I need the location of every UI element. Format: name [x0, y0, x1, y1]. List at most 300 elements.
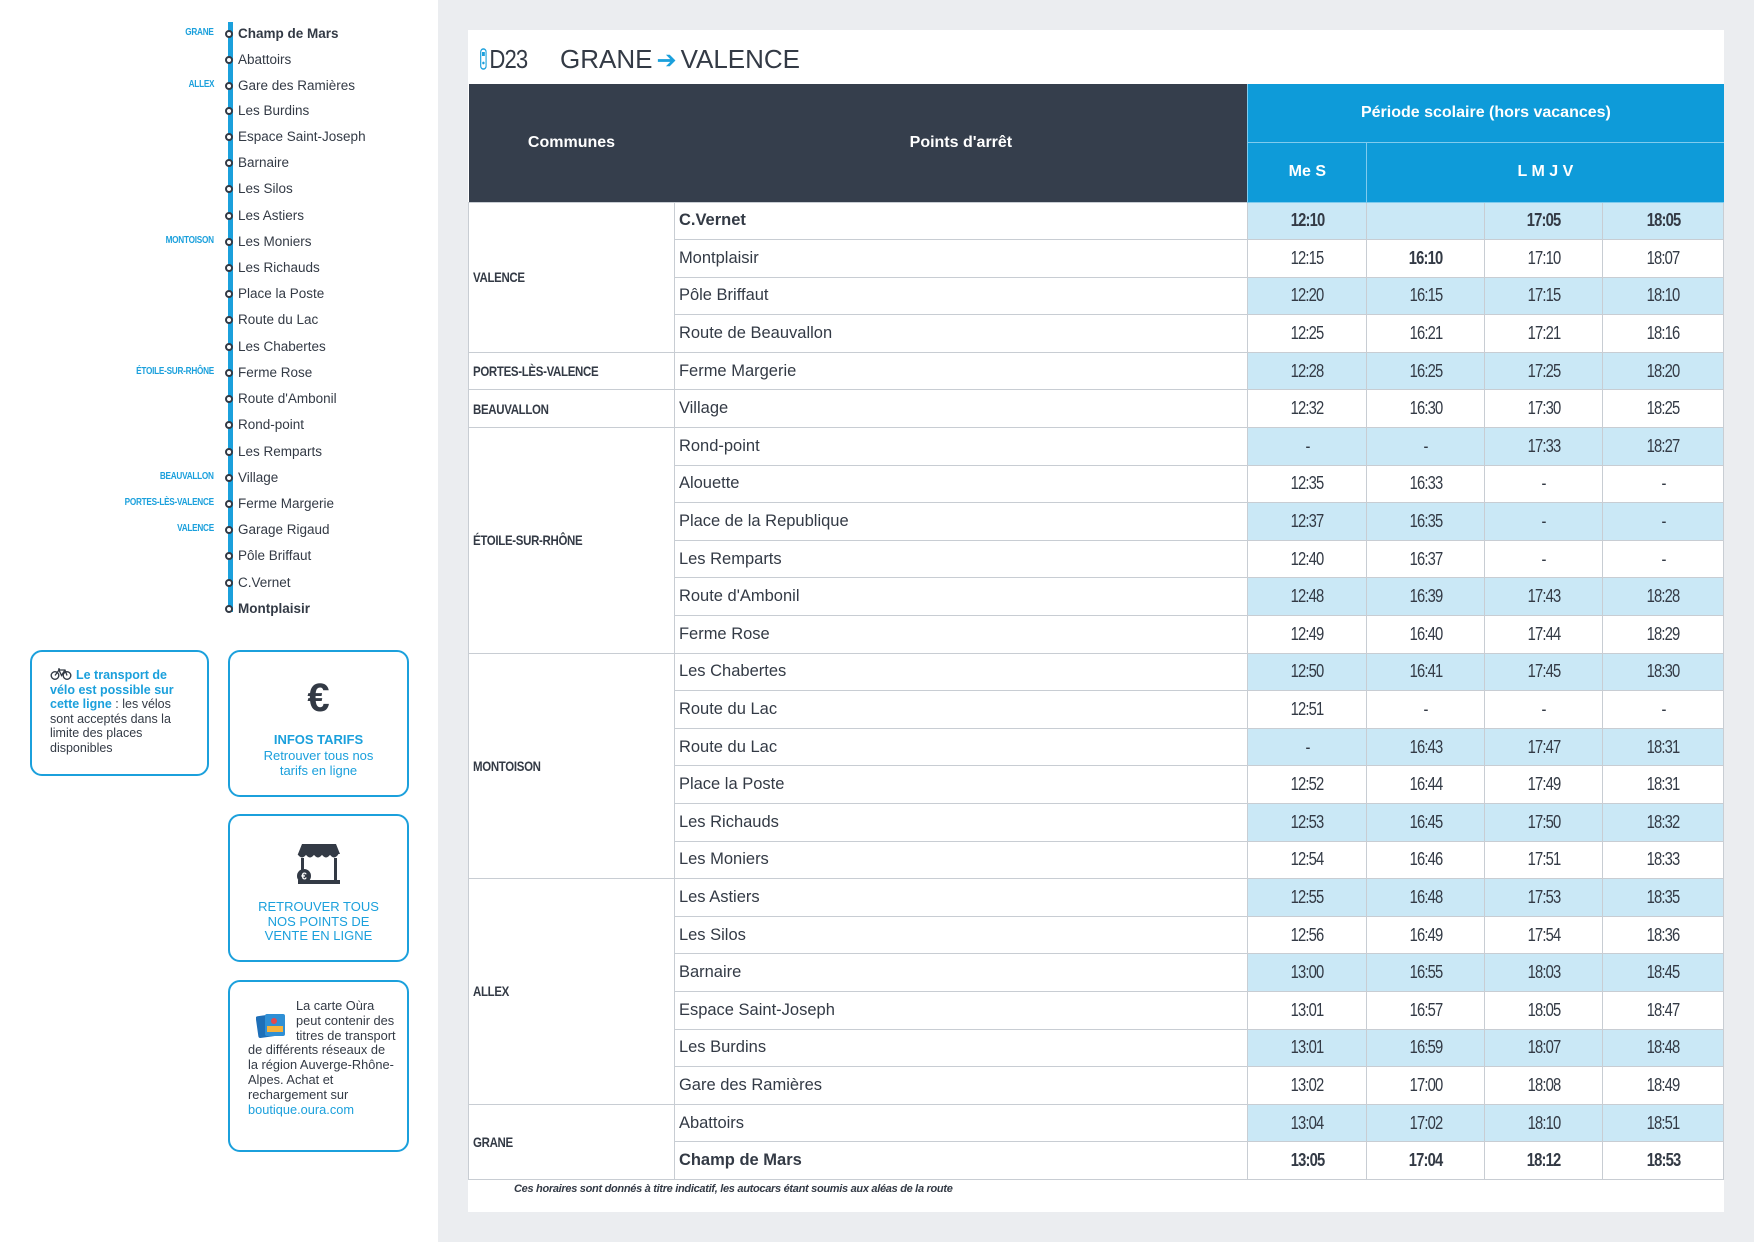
time-cell: [1367, 578, 1485, 616]
time-value: 12:32: [1290, 398, 1324, 419]
time-cell: [1485, 879, 1603, 917]
time-value: 18:32: [1646, 811, 1680, 832]
stop-cell: Les Astiers: [674, 879, 1247, 917]
tarif-title: INFOS TARIFS: [273, 732, 364, 747]
stop-cell: Les Burdins: [674, 1029, 1247, 1067]
time-cell: [1367, 616, 1485, 654]
time-cell: [1367, 653, 1485, 691]
time-cell: [1603, 277, 1724, 315]
tarif-subtitle: Retrouver tous nos tarifs en ligne: [263, 748, 374, 778]
stop-dot-icon: [225, 552, 233, 560]
time-cell: [1485, 954, 1603, 992]
stop-cell: C.Vernet: [674, 202, 1247, 240]
title-bar: [468, 30, 1724, 84]
time-cell: [1248, 428, 1367, 466]
route-stop: [0, 127, 438, 147]
stop-dot-icon: [225, 159, 233, 167]
oura-card-icon: [256, 1011, 286, 1039]
stop-cell: Place la Poste: [674, 766, 1247, 804]
route-stop-name: Route du Lac: [238, 312, 319, 327]
time-value: 12:15: [1290, 247, 1324, 268]
time-cell: [1485, 277, 1603, 315]
time-value: -: [1541, 548, 1546, 569]
line-number: [480, 44, 527, 75]
route-stop: [0, 442, 438, 462]
time-cell: [1603, 1142, 1724, 1180]
route-stop-name: Ferme Rose: [238, 365, 313, 380]
stop-cell: Alouette: [674, 465, 1247, 503]
time-value: 16:48: [1409, 886, 1443, 907]
time-value: 16:37: [1409, 548, 1443, 569]
route-stop: [0, 389, 438, 409]
stop-cell: Route de Beauvallon: [674, 315, 1247, 353]
sales-points-box[interactable]: [228, 814, 409, 962]
time-value: 12:48: [1290, 586, 1324, 607]
route-stop-name: Champ de Mars: [238, 26, 339, 41]
time-cell: [1248, 465, 1367, 503]
oura-shop-link[interactable]: boutique.oura.com: [248, 1101, 354, 1117]
time-value: 12:35: [1290, 473, 1324, 494]
stop-cell: Abattoirs: [674, 1104, 1247, 1142]
time-value: 17:53: [1527, 886, 1561, 907]
time-value: 12:28: [1290, 360, 1324, 381]
route-stop-commune: BEAUVALLON: [160, 471, 214, 482]
route-stop: [0, 310, 438, 330]
stop-dot-icon: [225, 526, 233, 534]
time-value: 18:48: [1646, 1037, 1680, 1058]
time-value: 18:51: [1646, 1112, 1680, 1133]
time-cell: [1485, 1104, 1603, 1142]
time-value: 18:03: [1527, 962, 1561, 983]
time-cell: [1603, 954, 1724, 992]
time-cell: [1367, 841, 1485, 879]
time-cell: [1248, 578, 1367, 616]
stop-dot-icon: [225, 290, 233, 298]
route-stop-name: Les Moniers: [238, 234, 312, 249]
time-value: 16:44: [1409, 774, 1443, 795]
time-cell: [1367, 1142, 1485, 1180]
time-cell: [1485, 1067, 1603, 1105]
route-map-panel: [0, 0, 438, 1242]
stop-dot-icon: [225, 579, 233, 587]
time-cell: [1367, 503, 1485, 541]
stop-dot-icon: [225, 343, 233, 351]
time-cell: [1485, 202, 1603, 240]
time-cell: [1367, 1104, 1485, 1142]
stop-cell: Pôle Briffaut: [674, 277, 1247, 315]
time-cell: [1367, 804, 1485, 842]
time-cell: [1603, 503, 1724, 541]
time-cell: [1603, 315, 1724, 353]
time-value: 16:59: [1409, 1037, 1443, 1058]
time-cell: [1603, 352, 1724, 390]
stop-cell: Route du Lac: [674, 691, 1247, 729]
route-stop: [0, 50, 438, 70]
time-value: 13:05: [1290, 1150, 1325, 1171]
time-value: 18:47: [1646, 999, 1680, 1020]
time-cell: [1603, 766, 1724, 804]
stop-cell: Espace Saint-Joseph: [674, 991, 1247, 1029]
route-stop-commune: PORTES-LÈS-VALENCE: [124, 497, 214, 508]
time-value: 17:47: [1527, 736, 1561, 757]
time-value: 18:25: [1646, 398, 1680, 419]
time-cell: [1367, 728, 1485, 766]
stop-cell: Rond-point: [674, 428, 1247, 466]
time-cell: [1603, 841, 1724, 879]
time-value: 12:49: [1290, 623, 1324, 644]
time-value: 17:25: [1527, 360, 1561, 381]
time-value: 16:15: [1409, 285, 1443, 306]
route-stop-name: Espace Saint-Joseph: [238, 129, 366, 144]
days-header-lmjv: L M J V: [1367, 142, 1724, 202]
route-stop: [0, 415, 438, 435]
time-value: -: [1423, 699, 1428, 720]
time-value: 18:10: [1646, 285, 1680, 306]
route-stop-commune: GRANE: [185, 27, 214, 38]
time-cell: [1248, 991, 1367, 1029]
time-cell: [1367, 315, 1485, 353]
stop-dot-icon: [225, 212, 233, 220]
route-stop-name: Gare des Ramières: [238, 78, 356, 93]
time-cell: [1248, 916, 1367, 954]
timetable-panel: [438, 0, 1754, 1242]
route-stop-name: Route d'Ambonil: [238, 391, 337, 406]
time-value: -: [1660, 548, 1666, 569]
time-value: 12:56: [1290, 924, 1324, 945]
route-stop-name: Pôle Briffaut: [238, 548, 312, 563]
table-row: [469, 390, 1724, 428]
route-stop: [0, 206, 438, 226]
time-cell: [1603, 1029, 1724, 1067]
route-stop: [0, 179, 438, 199]
time-cell: [1485, 240, 1603, 278]
time-value: 12:53: [1290, 811, 1324, 832]
time-value: 16:33: [1409, 473, 1443, 494]
stop-cell: Les Remparts: [674, 540, 1247, 578]
route-stop-commune: VALENCE: [177, 523, 214, 534]
time-cell: [1485, 991, 1603, 1029]
route-stop-name: Les Richauds: [238, 260, 320, 275]
time-value: 12:37: [1290, 511, 1324, 532]
stop-cell: Ferme Margerie: [674, 352, 1247, 390]
commune-cell: [469, 352, 675, 390]
time-cell: [1248, 390, 1367, 428]
bike-info-text: : les vélos sont acceptés dans la limite des places disponibles: [50, 697, 171, 755]
time-cell: [1248, 1104, 1367, 1142]
route-stop: [0, 546, 438, 566]
stop-cell: Village: [674, 390, 1247, 428]
stop-cell: Champ de Mars: [674, 1142, 1247, 1180]
oura-card-text: La carte Oùra peut contenir des titres de transport de différents réseaux de la région Auverge-Rhône-Alpes. Achat et rechargement sur: [248, 998, 396, 1102]
route-stop-commune: MONTOISON: [165, 235, 214, 246]
time-value: 18:29: [1646, 623, 1680, 644]
time-cell: [1248, 653, 1367, 691]
commune-name: PORTES-LÈS-VALENCE: [473, 363, 599, 380]
time-cell: [1248, 766, 1367, 804]
line-code: D23: [489, 44, 528, 74]
stop-dot-icon: [225, 369, 233, 377]
time-cell: [1603, 691, 1724, 729]
time-cell: [1603, 202, 1724, 240]
timetable-sheet: [468, 30, 1724, 1212]
route-stop-name: Les Chabertes: [238, 339, 326, 354]
time-value: -: [1541, 473, 1546, 494]
time-cell: [1485, 653, 1603, 691]
route-stop: [0, 76, 438, 96]
time-value: 18:05: [1646, 210, 1680, 231]
stop-dot-icon: [225, 448, 233, 456]
commune-name: ÉTOILE-SUR-RHÔNE: [473, 532, 583, 549]
route-stop: [0, 337, 438, 357]
time-value: 17:50: [1527, 811, 1561, 832]
route-stop: [0, 573, 438, 593]
table-row: [469, 653, 1724, 691]
time-value: 18:07: [1646, 247, 1680, 268]
days-header-me-s: Me S: [1248, 142, 1367, 202]
stop-dot-icon: [225, 30, 233, 38]
footnote: Ces horaires sont donnés à titre indicatif, les autocars étant soumis aux aléas de la route: [514, 1183, 953, 1195]
time-cell: [1603, 390, 1724, 428]
time-cell: [1603, 240, 1724, 278]
time-cell: [1248, 616, 1367, 654]
time-value: 17:33: [1527, 435, 1561, 456]
route-stop: [0, 153, 438, 173]
route-stop: [0, 232, 438, 252]
route-stop-commune: ALLEX: [188, 79, 214, 90]
time-value: 18:53: [1646, 1150, 1680, 1171]
time-cell: [1248, 240, 1367, 278]
time-value: 16:43: [1409, 736, 1443, 757]
sales-points-text: RETROUVER TOUS NOS POINTS DE VENTE EN LIGNE: [258, 899, 379, 943]
time-value: 12:50: [1290, 661, 1324, 682]
route-stop: [0, 468, 438, 488]
time-cell: [1603, 1067, 1724, 1105]
stop-dot-icon: [225, 500, 233, 508]
time-value: 18:31: [1646, 736, 1680, 757]
time-cell: [1248, 728, 1367, 766]
timetable: [468, 84, 1724, 1180]
route-stop-name: Barnaire: [238, 155, 290, 170]
time-value: 16:46: [1409, 849, 1443, 870]
bike-info-highlight: Le transport de vélo est possible sur cette ligne: [50, 668, 174, 711]
time-value: 13:04: [1290, 1112, 1324, 1133]
time-value: 17:49: [1527, 774, 1561, 795]
route-stop: [0, 494, 438, 514]
time-cell: [1603, 616, 1724, 654]
time-value: 17:54: [1527, 924, 1561, 945]
table-row: [469, 428, 1724, 466]
time-value: 12:20: [1290, 285, 1324, 306]
time-cell: [1485, 766, 1603, 804]
route-stop-name: Place la Poste: [238, 286, 325, 301]
time-cell: [1603, 991, 1724, 1029]
route-stop: [0, 258, 438, 278]
time-value: 18:45: [1646, 962, 1680, 983]
commune-cell: [469, 202, 675, 352]
time-value: 12:10: [1290, 210, 1325, 231]
table-row: [469, 1104, 1724, 1142]
time-value: 17:21: [1527, 323, 1561, 344]
commune-cell: [469, 428, 675, 654]
commune-name: VALENCE: [473, 269, 525, 286]
time-value: 18:20: [1646, 360, 1680, 381]
col-stops-header: Points d'arrêt: [674, 84, 1247, 202]
time-value: 13:01: [1290, 999, 1324, 1020]
time-cell: [1367, 428, 1485, 466]
time-cell: [1485, 352, 1603, 390]
stop-cell: Les Richauds: [674, 804, 1247, 842]
route-stop-name: Montplaisir: [238, 601, 311, 616]
time-value: 16:45: [1409, 811, 1443, 832]
commune-name: GRANE: [473, 1133, 513, 1150]
time-value: 18:49: [1646, 1074, 1680, 1095]
stop-dot-icon: [225, 238, 233, 246]
route-stop-name: Les Silos: [238, 181, 293, 196]
stop-dot-icon: [225, 474, 233, 482]
euro-icon: €: [307, 676, 330, 720]
time-value: 16:25: [1409, 360, 1443, 381]
time-cell: [1248, 1067, 1367, 1105]
time-value: 18:16: [1646, 323, 1680, 344]
time-cell: [1248, 503, 1367, 541]
time-cell: [1248, 202, 1367, 240]
commune-name: ALLEX: [473, 983, 509, 1000]
stop-dot-icon: [225, 107, 233, 115]
time-value: -: [1423, 435, 1428, 456]
time-value: 16:49: [1409, 924, 1443, 945]
stop-dot-icon: [225, 605, 233, 613]
stop-cell: Ferme Rose: [674, 616, 1247, 654]
stop-dot-icon: [225, 56, 233, 64]
time-value: 16:30: [1409, 398, 1443, 419]
route-title: [560, 44, 800, 75]
time-cell: [1485, 728, 1603, 766]
time-value: -: [1660, 473, 1666, 494]
time-value: 18:28: [1646, 586, 1680, 607]
svg-text:€: €: [300, 871, 307, 883]
stop-cell: Les Chabertes: [674, 653, 1247, 691]
stop-dot-icon: [225, 421, 233, 429]
route-stop-name: C.Vernet: [238, 575, 291, 590]
commune-cell: [469, 1104, 675, 1179]
time-cell: [1248, 691, 1367, 729]
time-cell: [1248, 841, 1367, 879]
stop-dot-icon: [225, 133, 233, 141]
time-cell: [1485, 428, 1603, 466]
time-value: 18:31: [1646, 774, 1680, 795]
time-value: 16:39: [1409, 586, 1443, 607]
time-cell: [1603, 916, 1724, 954]
time-cell: [1485, 465, 1603, 503]
oura-card-box: [228, 980, 409, 1152]
commune-cell: [469, 879, 675, 1105]
time-cell: [1367, 916, 1485, 954]
time-cell: [1485, 1142, 1603, 1180]
time-value: 17:45: [1527, 661, 1561, 682]
time-cell: [1367, 240, 1485, 278]
time-cell: [1367, 465, 1485, 503]
timetable-body: [469, 202, 1724, 1179]
time-value: 13:01: [1290, 1037, 1324, 1058]
time-cell: [1603, 804, 1724, 842]
route-stop-name: Village: [238, 470, 279, 485]
stop-dot-icon: [225, 264, 233, 272]
time-value: 13:00: [1290, 962, 1324, 983]
commune-cell: [469, 653, 675, 879]
time-cell: [1248, 879, 1367, 917]
route-stop-name: Abattoirs: [238, 52, 292, 67]
time-value: 17:43: [1527, 586, 1561, 607]
arrow-right-icon: ➔: [656, 47, 677, 74]
time-value: 18:33: [1646, 849, 1680, 870]
time-value: 12:25: [1290, 323, 1324, 344]
time-value: -: [1660, 699, 1666, 720]
time-value: -: [1305, 435, 1310, 456]
tarif-info-box[interactable]: [228, 650, 409, 797]
time-value: 12:54: [1290, 849, 1324, 870]
time-value: 18:27: [1646, 435, 1680, 456]
time-value: 18:35: [1646, 886, 1680, 907]
time-value: 13:02: [1290, 1074, 1324, 1095]
time-cell: [1485, 691, 1603, 729]
bike-info-box: [30, 650, 209, 776]
time-value: 18:30: [1646, 661, 1680, 682]
time-value: 18:10: [1527, 1112, 1561, 1133]
time-cell: [1248, 352, 1367, 390]
route-stop-name: Les Astiers: [238, 208, 305, 223]
time-cell: [1367, 390, 1485, 428]
time-value: -: [1541, 699, 1546, 720]
time-cell: [1603, 653, 1724, 691]
stop-dot-icon: [225, 395, 233, 403]
table-row: [469, 352, 1724, 390]
time-value: 17:05: [1526, 210, 1561, 231]
route-stop-commune: ÉTOILE-SUR-RHÔNE: [136, 366, 214, 377]
stop-cell: Route du Lac: [674, 728, 1247, 766]
time-cell: [1603, 540, 1724, 578]
time-cell: [1367, 766, 1485, 804]
route-stop: [0, 284, 438, 304]
time-value: 17:02: [1409, 1112, 1443, 1133]
time-cell: [1367, 352, 1485, 390]
time-value: 17:10: [1527, 247, 1561, 268]
time-value: 12:40: [1290, 548, 1324, 569]
time-cell: [1367, 879, 1485, 917]
time-value: 16:35: [1409, 511, 1443, 532]
route-stop-name: Ferme Margerie: [238, 496, 335, 511]
stop-cell: Montplaisir: [674, 240, 1247, 278]
commune-name: BEAUVALLON: [473, 400, 549, 417]
bus-icon: [480, 48, 487, 70]
time-cell: [1485, 841, 1603, 879]
time-value: 17:00: [1409, 1074, 1443, 1095]
stop-cell: Route d'Ambonil: [674, 578, 1247, 616]
route-stop-name: Les Burdins: [238, 103, 310, 118]
time-value: 17:04: [1408, 1150, 1443, 1171]
stop-cell: Place de la Republique: [674, 503, 1247, 541]
time-value: 16:55: [1409, 962, 1443, 983]
commune-cell: [469, 390, 675, 428]
time-cell: [1603, 578, 1724, 616]
time-cell: [1485, 616, 1603, 654]
time-value: 17:30: [1527, 398, 1561, 419]
route-stop-name: Rond-point: [238, 417, 305, 432]
time-cell: [1603, 879, 1724, 917]
stop-cell: Les Moniers: [674, 841, 1247, 879]
time-value: 17:15: [1527, 285, 1561, 306]
time-cell: [1603, 428, 1724, 466]
table-row: [469, 202, 1724, 240]
